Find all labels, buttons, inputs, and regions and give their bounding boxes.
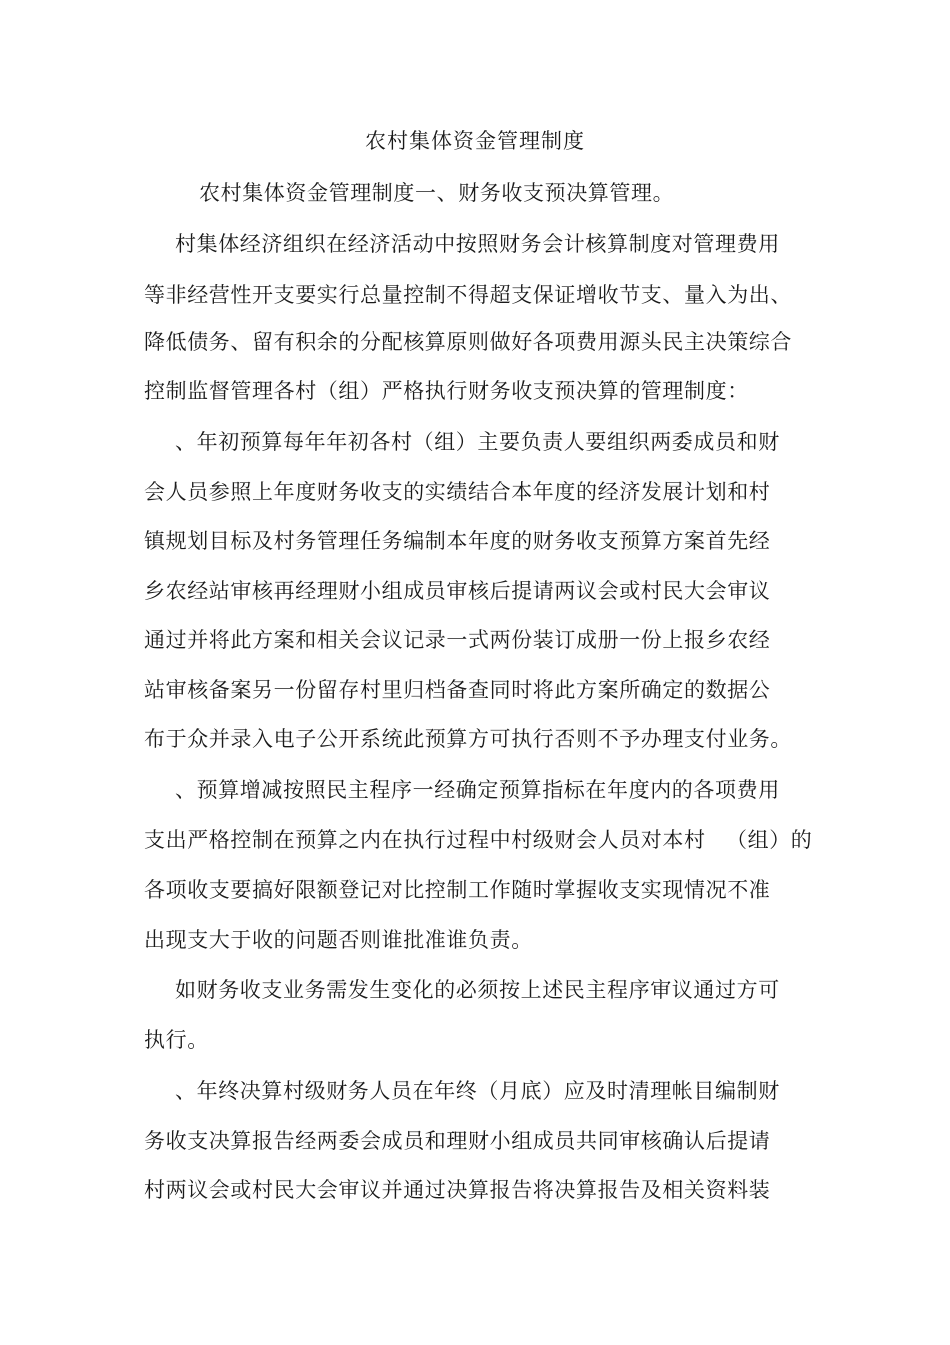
paragraph-line: （组）的 [726, 828, 813, 852]
document-title: 农村集体资金管理制度 [365, 129, 585, 153]
paragraph-line: 农村集体资金管理制度一、财务收支预决算管理。 [199, 181, 675, 205]
paragraph-line: 各项收支要搞好限额登记对比控制工作随时掌握收支实现情况不准 [144, 878, 771, 902]
paragraph-line: 村集体经济组织在经济活动中按照财务会计核算制度对管理费用 [175, 232, 780, 256]
paragraph-line: 务收支决算报告经两委会成员和理财小组成员共同审核确认后提请 [144, 1129, 771, 1153]
paragraph-line: 镇规划目标及村务管理任务编制本年度的财务收支预算方案首先经 [144, 529, 771, 553]
paragraph-line: 通过并将此方案和相关会议记录一式两份装订成册一份上报乡农经 [144, 628, 771, 652]
paragraph-line: 会人员参照上年度财务收支的实绩结合本年度的经济发展计划和村 [144, 480, 771, 504]
paragraph-line: 降低债务、留有积余的分配核算原则做好各项费用源头民主决策综合 [144, 330, 792, 354]
paragraph-line: 乡农经站审核再经理财小组成员审核后提请两议会或村民大会审议 [144, 579, 771, 603]
paragraph-line: 布于众并录入电子公开系统此预算方可执行否则不予办理支付业务。 [144, 727, 792, 751]
paragraph-line: 村两议会或村民大会审议并通过决算报告将决算报告及相关资料装 [144, 1178, 771, 1202]
paragraph-line: 、预算增减按照民主程序一经确定预算指标在年度内的各项费用 [175, 778, 780, 802]
paragraph-line: 等非经营性开支要实行总量控制不得超支保证增收节支、量入为出、 [144, 283, 792, 307]
paragraph-line: 、年初预算每年年初各村（组）主要负责人要组织两委成员和财 [175, 430, 780, 454]
paragraph-line: 、年终决算村级财务人员在年终（月底）应及时清理帐目编制财 [175, 1079, 780, 1103]
paragraph-line: 支出严格控制在预算之内在执行过程中村级财会人员对本村 [144, 828, 706, 852]
paragraph-line: 出现支大于收的问题否则谁批准谁负责。 [144, 928, 533, 952]
paragraph-line: 站审核备案另一份留存村里归档备查同时将此方案所确定的数据公 [144, 678, 771, 702]
paragraph-line: 执行。 [144, 1028, 209, 1052]
paragraph-line: 如财务收支业务需发生变化的必须按上述民主程序审议通过方可 [175, 978, 780, 1002]
paragraph-line: 控制监督管理各村（组）严格执行财务收支预决算的管理制度： [144, 379, 749, 403]
